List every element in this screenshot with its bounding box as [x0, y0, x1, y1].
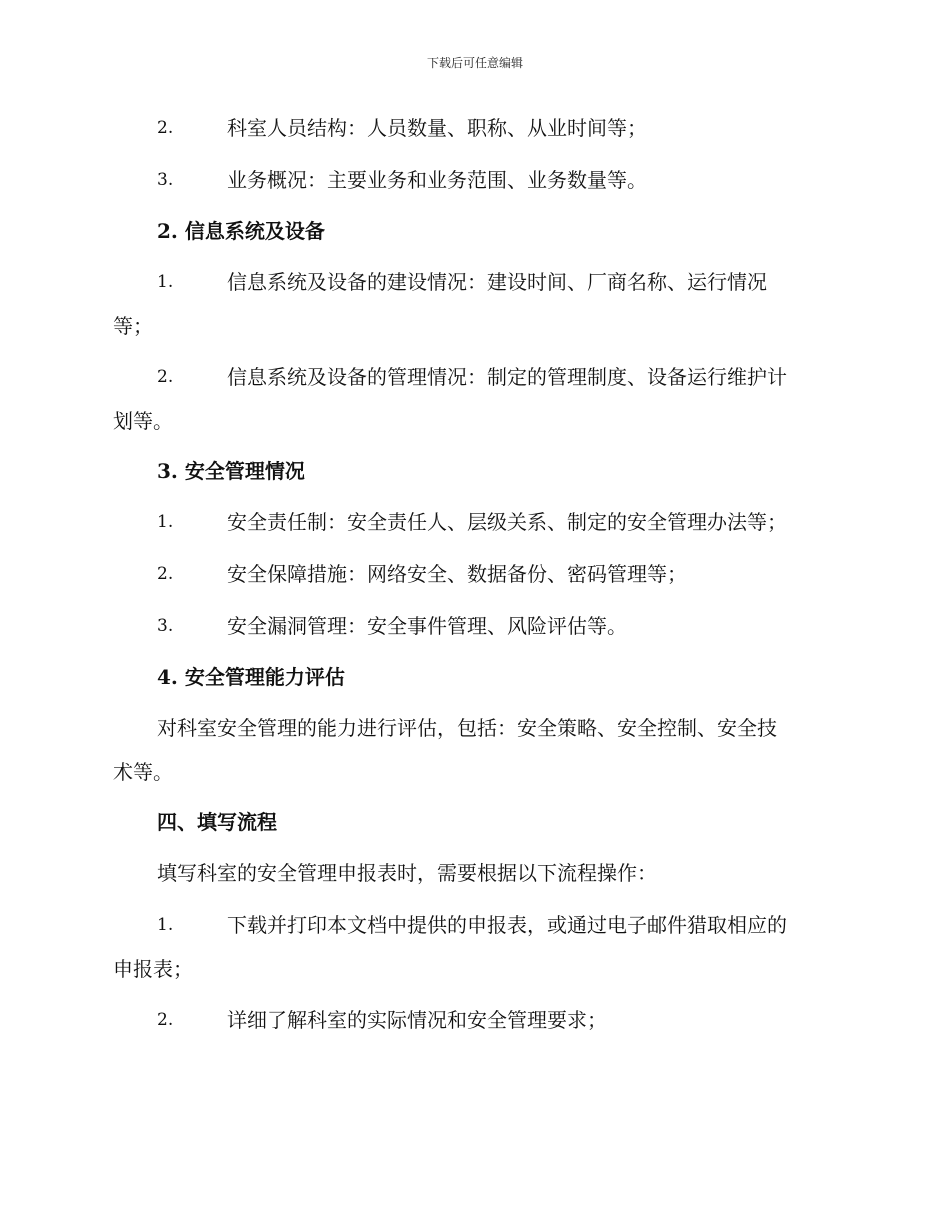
- list-item-number: 2.: [157, 564, 174, 584]
- list-item-number: 2.: [157, 367, 174, 387]
- header-note: 下载后可任意编辑: [426, 56, 523, 70]
- list-item-number: 1.: [157, 512, 174, 532]
- list-item-continuation: 等；: [113, 314, 153, 338]
- section-heading: 4. 安全管理能力评估: [157, 665, 345, 689]
- list-item-continuation: 申报表；: [113, 957, 193, 981]
- list-item-text: 详细了解科室的实际情况和安全管理要求；: [227, 1008, 607, 1032]
- list-item-text: 业务概况：主要业务和业务范围、业务数量等。: [227, 168, 647, 192]
- list-item-text: 科室人员结构：人员数量、职称、从业时间等；: [227, 116, 647, 140]
- list-item-number: 3.: [157, 616, 174, 636]
- list-item-number: 2.: [157, 1010, 174, 1030]
- list-item-number: 2.: [157, 118, 174, 138]
- list-item-text: 安全保障措施：网络安全、数据备份、密码管理等；: [227, 562, 687, 586]
- list-item-text: 信息系统及设备的建设情况：建设时间、厂商名称、运行情况: [227, 270, 767, 294]
- paragraph-continuation: 术等。: [113, 760, 173, 784]
- list-item-number: 3.: [157, 170, 174, 190]
- list-item-continuation: 划等。: [113, 409, 173, 433]
- list-item-number: 1.: [157, 272, 174, 292]
- list-item-text: 安全漏洞管理：安全事件管理、风险评估等。: [227, 614, 627, 638]
- list-item-text: 信息系统及设备的管理情况：制定的管理制度、设备运行维护计: [227, 365, 787, 389]
- section-heading: 四、填写流程: [157, 810, 277, 834]
- list-item-text: 下载并打印本文档中提供的申报表，或通过电子邮件猎取相应的: [227, 913, 787, 937]
- paragraph-text: 填写科室的安全管理申报表时，需要根据以下流程操作：: [157, 861, 657, 885]
- list-item-number: 1.: [157, 915, 174, 935]
- paragraph-text: 对科室安全管理的能力进行评估，包括：安全策略、安全控制、安全技: [157, 716, 777, 740]
- section-heading: 3. 安全管理情况: [157, 459, 305, 483]
- list-item-text: 安全责任制：安全责任人、层级关系、制定的安全管理办法等；: [227, 510, 787, 534]
- section-heading: 2. 信息系统及设备: [157, 219, 325, 243]
